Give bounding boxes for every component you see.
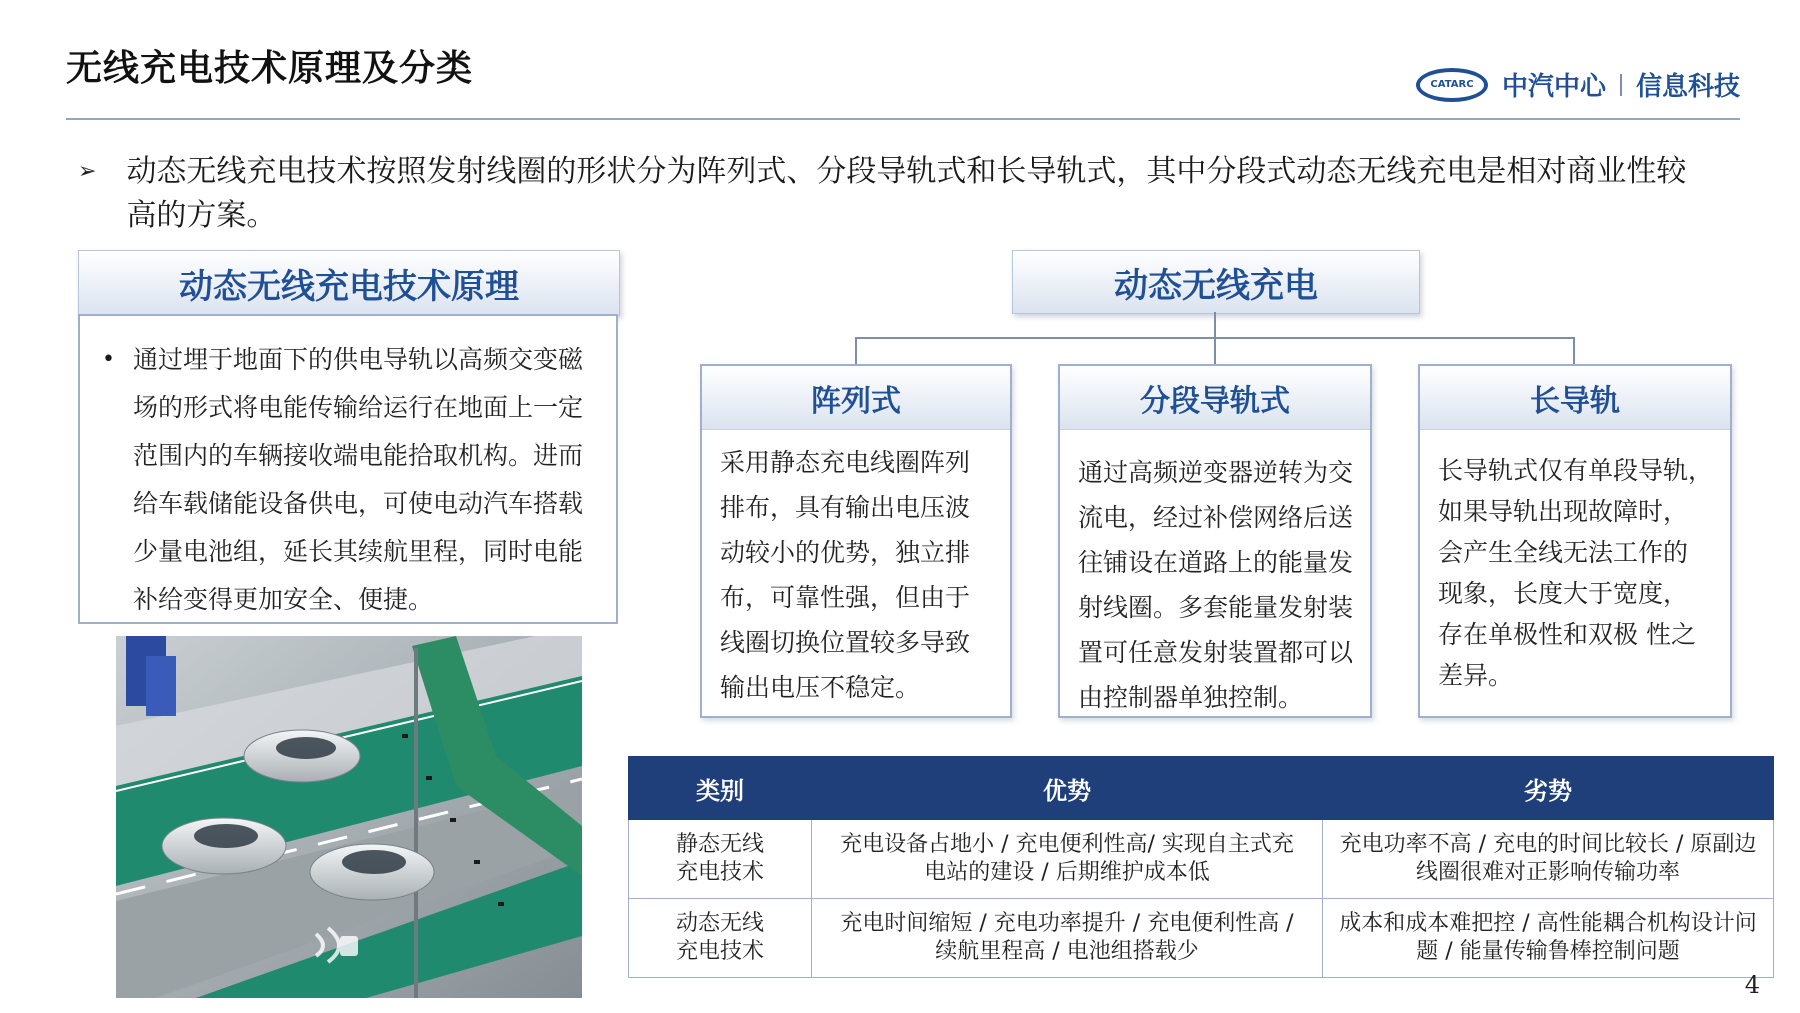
principle-line: 场的形式将电能传输给运行在地面上一定	[132, 393, 583, 422]
cell-line: 充电技术	[675, 860, 764, 885]
long-rail-card	[1418, 364, 1732, 718]
cell-line: 电站的建设 / 后期维护成本低	[924, 860, 1210, 885]
principle-text	[133, 336, 583, 622]
principle-line: 少量电池组，延长其续航里程，同时电能	[132, 537, 583, 566]
card-line: 布，可靠性强，但由于	[720, 583, 971, 612]
header-disadvantage: 劣势	[1323, 757, 1774, 820]
table-header-row	[629, 757, 1774, 820]
intro-bullet	[78, 150, 1738, 238]
card-line: 置可任意发射装置都可以	[1078, 638, 1354, 667]
card-line: 排布，具有输出电压波	[720, 493, 971, 522]
card-line: 如果导轨出现故障时，	[1438, 497, 1689, 526]
intro-line: 动态无线充电技术按照发射线圈的形状分为阵列式、分段导轨式和长导轨式，其中分段式动态无线充电是相对商业性较	[126, 154, 1687, 189]
cell-category	[629, 899, 812, 978]
cell-line: 充电设备占地小 / 充电便利性高/ 实现自主式充	[840, 832, 1294, 857]
long-rail-title: 长导轨	[1420, 366, 1730, 430]
card-line: 会产生全线无法工作的	[1438, 538, 1689, 567]
cell-line: 续航里程高 / 电池组搭载少	[935, 939, 1199, 964]
card-line: 流电，经过补偿网络后送	[1078, 503, 1354, 532]
card-line: 由控制器单独控制。	[1078, 683, 1304, 712]
card-line: 输出电压不稳定。	[720, 673, 921, 702]
cell-line: 充电技术	[675, 939, 764, 964]
principle-title: 动态无线充电技术原理	[78, 250, 620, 316]
long-rail-text	[1438, 450, 1716, 696]
cell-line: 成本和成本难把控 / 高性能耦合机构设计问	[1339, 911, 1757, 936]
bullet-dot-icon: •	[102, 347, 115, 372]
arrow-bullet-icon: ➢	[78, 159, 97, 184]
dynamic-charging-title: 动态无线充电	[1012, 250, 1420, 314]
header-advantage: 优势	[812, 757, 1323, 820]
card-line: 动较小的优势，独立排	[720, 538, 971, 567]
array-type-card	[700, 364, 1012, 718]
principle-line: 范围内的车辆接收端电能拾取机构。进而	[132, 441, 583, 470]
card-line: 现象，长度大于宽度，	[1438, 579, 1689, 608]
array-type-title: 阵列式	[702, 366, 1010, 430]
logo-separator	[1620, 74, 1622, 96]
tree-connector	[1214, 312, 1216, 338]
cell-line: 充电功率不高 / 充电的时间比较长 / 原副边	[1339, 832, 1757, 857]
intro-text	[126, 150, 1686, 238]
table-row	[629, 820, 1774, 899]
cell-line: 线圈很难对正影响传输功率	[1415, 860, 1680, 885]
segmented-rail-text	[1078, 450, 1356, 720]
intro-line: 高的方案。	[126, 198, 277, 233]
card-line: 往铺设在道路上的能量发	[1078, 548, 1354, 577]
principle-line: 补给变得更加安全、便捷。	[132, 585, 433, 614]
card-line: 存在单极性和双极 性之	[1438, 620, 1696, 649]
cell-advantage	[812, 820, 1323, 899]
card-line: 射线圈。多套能量发射装	[1078, 593, 1354, 622]
segmented-rail-card	[1058, 364, 1372, 718]
card-line: 采用静态充电线圈阵列	[720, 448, 971, 477]
tree-connector	[1573, 337, 1575, 364]
segmented-rail-title: 分段导轨式	[1060, 366, 1370, 430]
cell-category	[629, 820, 812, 899]
cell-line: 充电时间缩短 / 充电功率提升 / 充电便利性高 /	[840, 911, 1294, 936]
road-illustration	[116, 636, 582, 998]
logo-mark-icon: CATARC	[1416, 68, 1488, 102]
cell-line: 题 / 能量传输鲁棒控制问题	[1416, 939, 1680, 964]
header-divider	[66, 118, 1740, 120]
logo-name-left: 中汽中心	[1501, 72, 1606, 102]
array-type-text	[720, 440, 996, 710]
principle-line: 给车载储能设备供电，可使电动汽车搭载	[132, 489, 583, 518]
tree-connector	[855, 337, 857, 364]
card-line: 长导轨式仅有单段导轨，	[1438, 456, 1714, 485]
comparison-table	[628, 756, 1774, 978]
cell-line: 静态无线	[675, 832, 764, 857]
cell-advantage	[812, 899, 1323, 978]
cell-disadvantage	[1323, 820, 1774, 899]
table-row	[629, 899, 1774, 978]
card-line: 差异。	[1438, 661, 1514, 690]
wireless-charging-road-image	[116, 636, 582, 998]
tree-connector	[1214, 337, 1216, 364]
page-title: 无线充电技术原理及分类	[66, 48, 474, 89]
card-line: 线圈切换位置较多导致	[720, 628, 971, 657]
principle-panel	[78, 314, 618, 624]
header-category: 类别	[629, 757, 812, 820]
company-logo	[1416, 66, 1740, 103]
logo-name-right: 信息科技	[1635, 72, 1740, 102]
card-line: 通过高频逆变器逆转为交	[1078, 458, 1354, 487]
page-number: 4	[1744, 971, 1760, 999]
cell-disadvantage	[1323, 899, 1774, 978]
principle-line: 通过埋于地面下的供电导轨以高频交变磁	[132, 345, 583, 374]
cell-line: 动态无线	[675, 911, 764, 936]
